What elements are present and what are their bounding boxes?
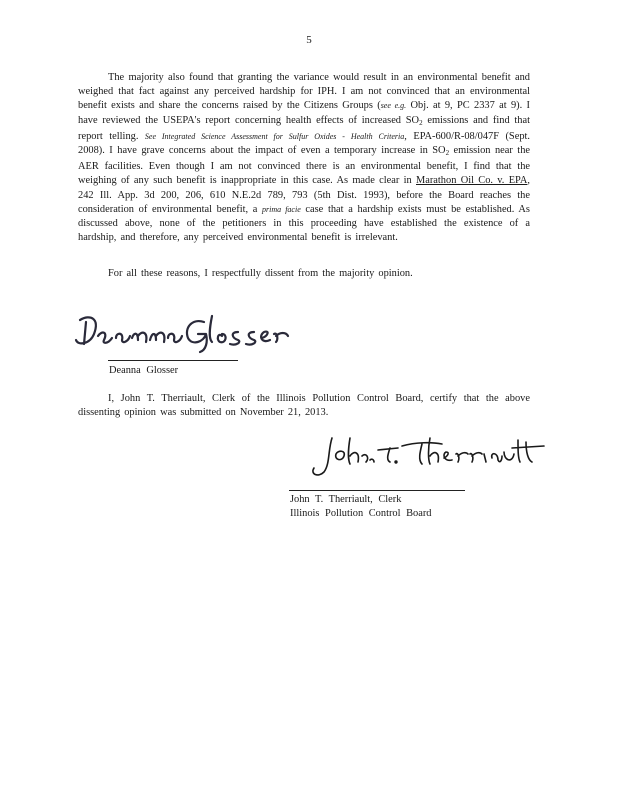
board-name: Illinois Pollution Control Board xyxy=(290,508,432,519)
subscript: 2 xyxy=(419,118,423,127)
subscript: 2 xyxy=(445,149,450,158)
text-segment: , 242 Ill. App. 3d 200, 206, 610 N.E.2d 789, 793 (5th Dist. 1993), before the Board reaches the consideration of environmental benefit, a xyxy=(78,175,530,215)
citation-signal: see e.g. xyxy=(380,101,407,111)
text-segment: I, John T. Therriault, Clerk of the Illinois Pollution Control Board, certify that the above dissenting opinion was submitted on November 21, 2013. xyxy=(78,393,530,419)
clerk-certification-paragraph xyxy=(78,392,530,420)
latin-term: prima facie xyxy=(262,204,301,214)
dissent-paragraph-benefit xyxy=(78,71,530,245)
case-name: Marathon Oil Co. v. EPA xyxy=(416,175,528,187)
text-segment: The majority also found that granting the variance would result in an environmental benefit and weighed that fact against any perceived hardship for IPH. I am not convinced that an environmental benefit exists and share the concerns raised by the Citizens Groups ( xyxy=(78,72,530,112)
text-segment: Obj. at 9, PC 2337 at 9). I have reviewed the USEPA's report concerning health effects of increased SO xyxy=(78,100,530,126)
clerk-name-title: John T. Therriault, Clerk xyxy=(290,494,402,505)
handwritten-signature-glosser xyxy=(72,310,290,354)
text-segment: case that a hardship exists must be established. As discussed above, none of the petitioners in this proceeding have established the existence of a hardship, and therefore, any perceived environmental benefit is irrelevant. xyxy=(78,203,530,244)
page-number: 5 xyxy=(306,34,312,46)
text-segment: , EPA-600/R-08/047F (Sept. 2008). I have grave concerns about the impact of even a temporary increase in SO xyxy=(78,130,530,157)
text-segment: emissions and find that report telling. xyxy=(78,114,531,142)
signer-name: Deanna Glosser xyxy=(109,365,179,376)
text-segment: emission near the AER facilities. Even though I am not convinced there is an environmental benefit, I find that the weighing of any such benefit is inappropriate in this case. As made clear in xyxy=(78,145,530,187)
text-segment: For all these reasons, I respectfully dissent from the majority opinion. xyxy=(108,268,413,279)
signature-line-clerk xyxy=(289,490,465,491)
dissent-conclusion-paragraph xyxy=(78,267,530,281)
handwritten-signature-therriault xyxy=(306,430,546,480)
signature-line-glosser xyxy=(108,360,238,361)
citation-title: See Integrated Science Assessment for Sulfur Oxides - Health Criteria xyxy=(144,131,405,141)
